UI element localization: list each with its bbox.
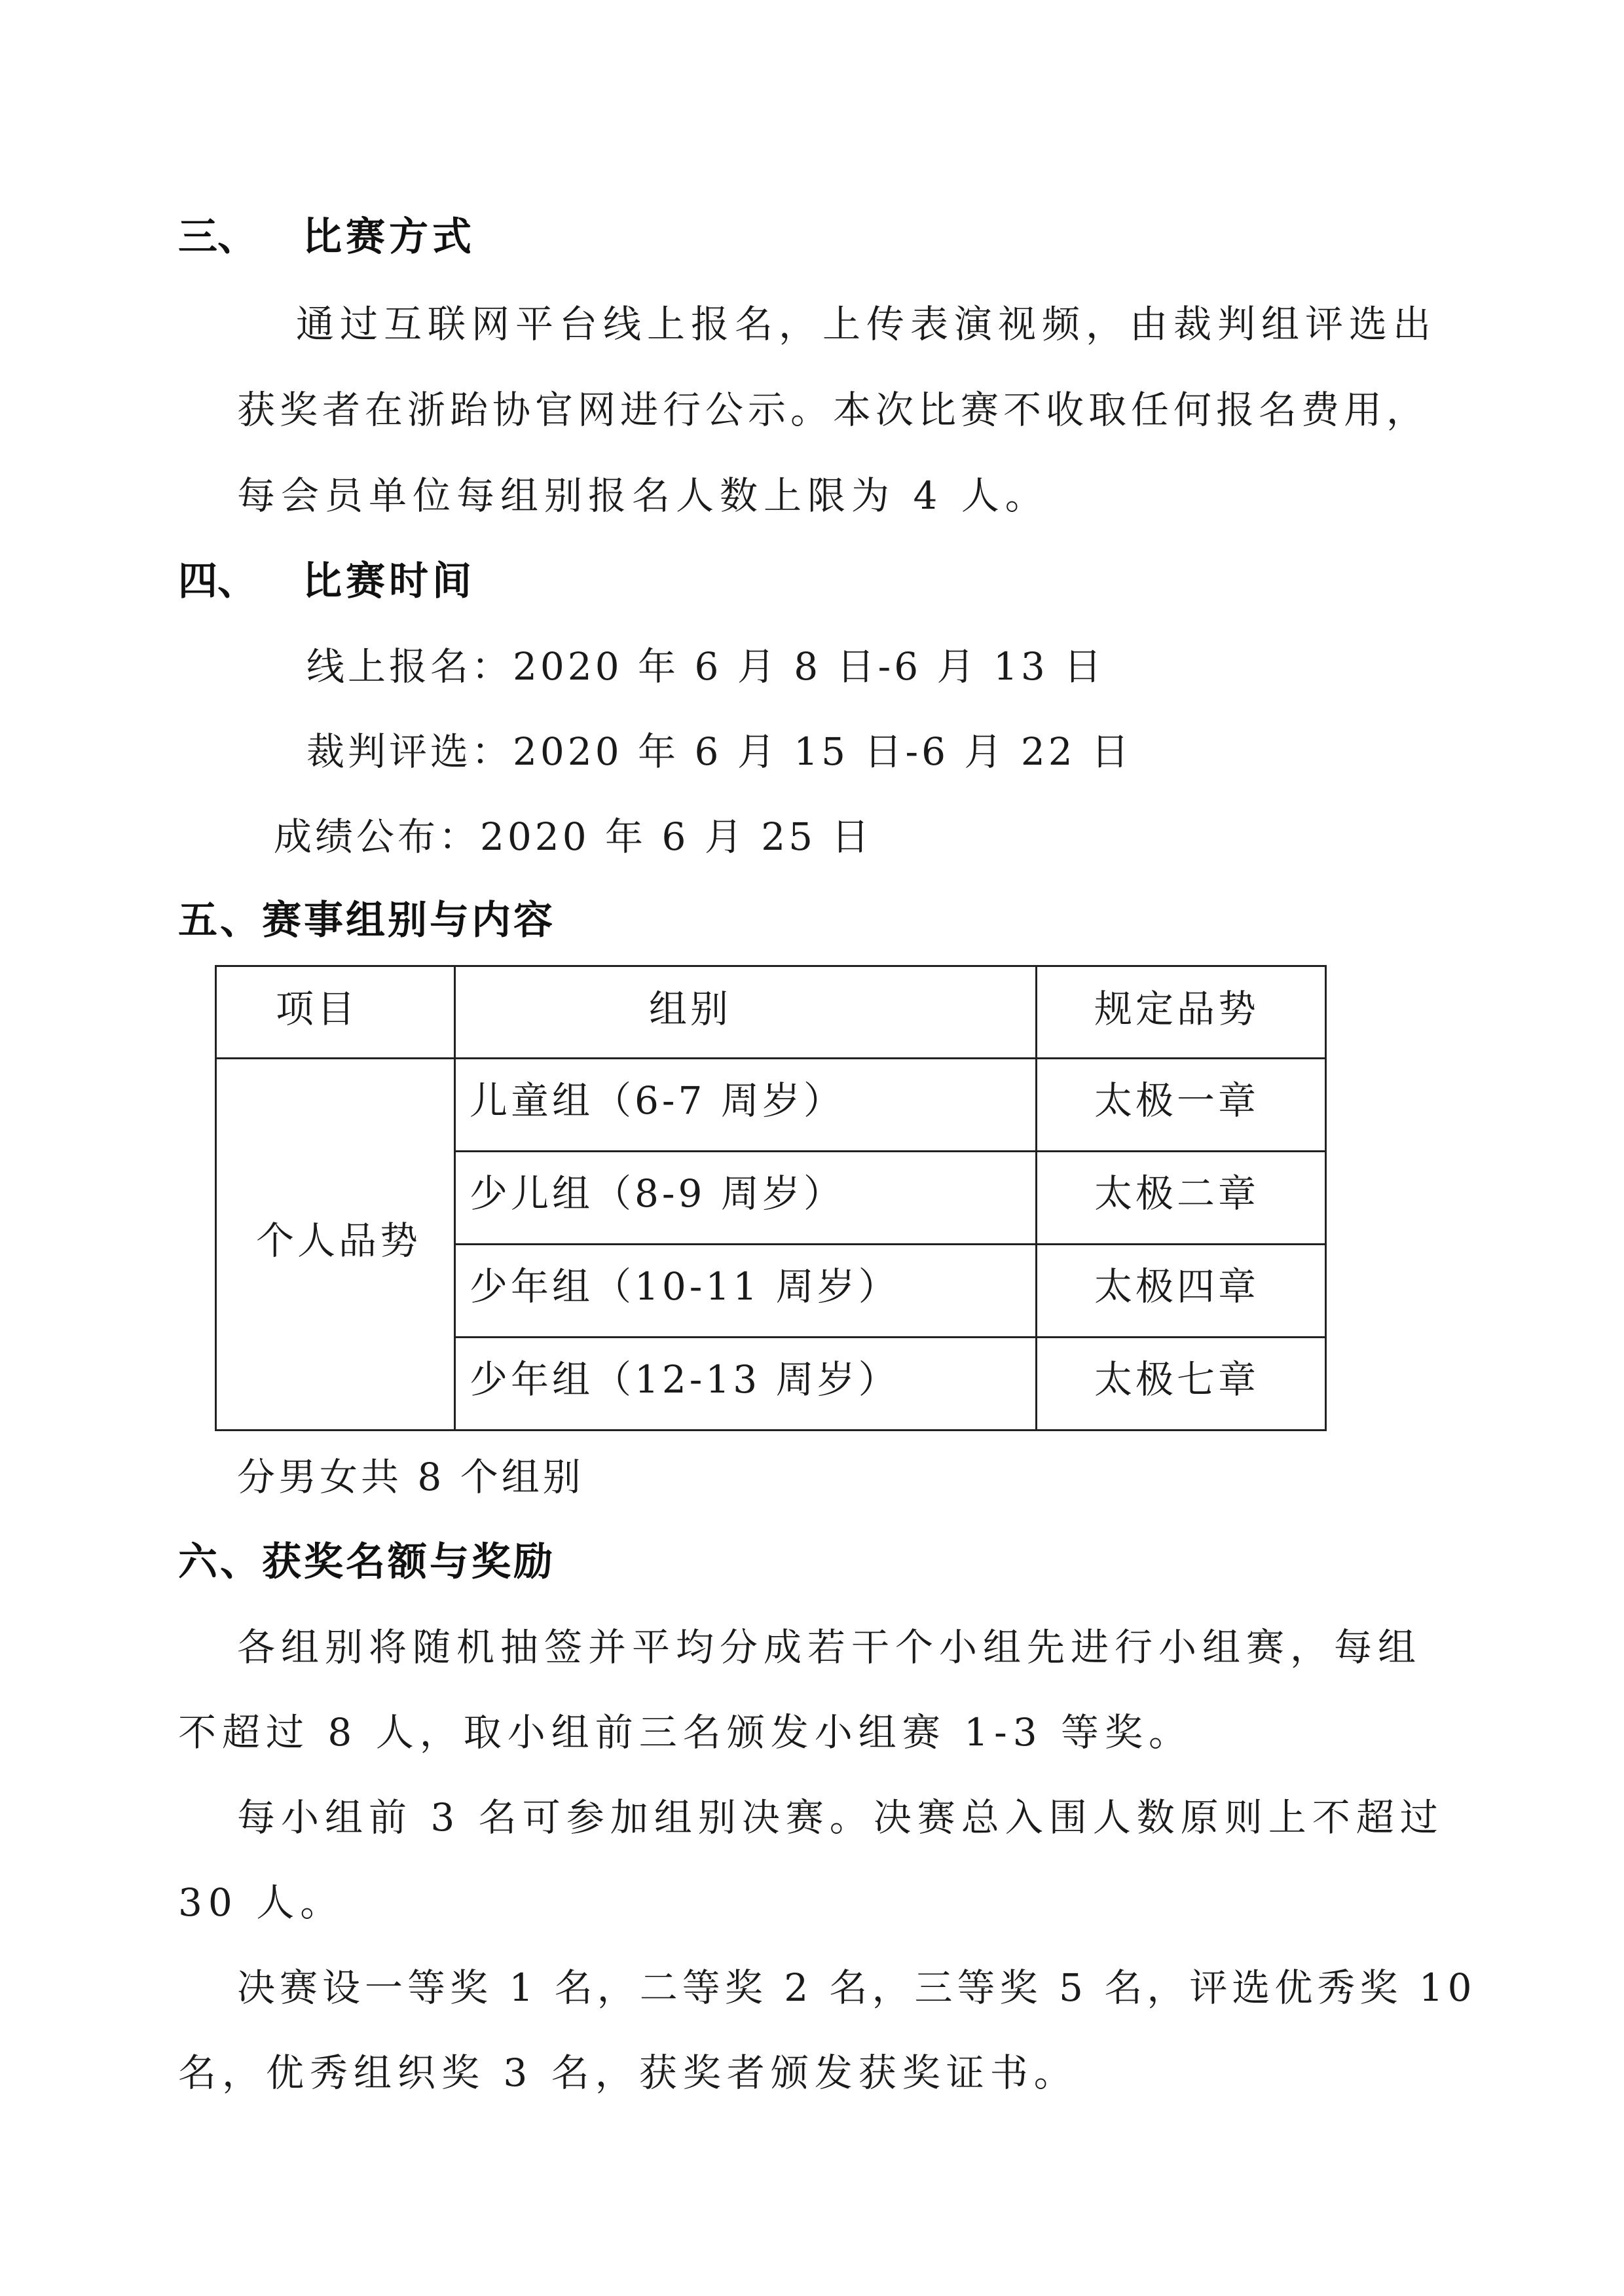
paragraph-line: 不超过 8 人，取小组前三名颁发小组赛 1-3 等奖。 [178, 1710, 1193, 1755]
table-header-group: 组别 [649, 987, 732, 1031]
paragraph-line: 30 人。 [178, 1880, 344, 1925]
table-row-group: 少年组（10-11 周岁） [470, 1264, 900, 1309]
paragraph-line: 每小组前 3 名可参加组别决赛。决赛总入围人数原则上不超过 [237, 1795, 1444, 1840]
groups-table [215, 965, 1327, 1431]
schedule-online-registration: 线上报名：2020 年 6 月 8 日-6 月 13 日 [306, 644, 1105, 689]
paragraph-line: 每会员单位每组别报名人数上限为 4 人。 [237, 473, 1049, 518]
section-number: 三、 [178, 214, 257, 260]
section-number: 四、 [178, 558, 257, 604]
paragraph-line: 通过互联网平台线上报名，上传表演视频，由裁判组评选出 [296, 302, 1437, 346]
table-header-form: 规定品势 [1094, 987, 1260, 1031]
section-heading-competition-format [178, 211, 475, 263]
table-row-group: 少儿组（8-9 周岁） [470, 1171, 845, 1216]
table-header-event: 项目 [276, 987, 359, 1031]
section-heading-awards: 六、获奖名额与奖励 [178, 1539, 555, 1585]
table-event-individual-poomsae: 个人品势 [256, 1218, 422, 1263]
section-heading-groups-content: 五、赛事组别与内容 [178, 898, 555, 943]
paragraph-line: 名，优秀组织奖 3 名，获奖者颁发获奖证书。 [178, 2050, 1078, 2095]
groups-note: 分男女共 8 个组别 [237, 1455, 584, 1499]
table-row-group: 少年组（12-13 周岁） [470, 1357, 900, 1402]
schedule-results: 成绩公布：2020 年 6 月 25 日 [274, 814, 873, 859]
section-heading-competition-time [178, 555, 475, 608]
paragraph-line: 各组别将随机抽签并平均分成若干个小组先进行小组赛，每组 [237, 1625, 1422, 1669]
table-row-form: 太极一章 [1094, 1078, 1260, 1123]
schedule-judging: 裁判评选：2020 年 6 月 15 日-6 月 22 日 [306, 729, 1133, 774]
section-title: 比赛方式 [303, 214, 475, 260]
table-row-form: 太极二章 [1094, 1171, 1260, 1216]
table-row-group: 儿童组（6-7 周岁） [470, 1078, 845, 1123]
section-title: 比赛时间 [303, 558, 475, 604]
paragraph-line: 决赛设一等奖 1 名，二等奖 2 名，三等奖 5 名，评选优秀奖 10 [237, 1965, 1477, 2010]
paragraph-line: 获奖者在浙跆协官网进行公示。本次比赛不收取任何报名费用， [237, 388, 1430, 432]
table-row-form: 太极七章 [1094, 1357, 1260, 1402]
table-row-form: 太极四章 [1094, 1264, 1260, 1309]
